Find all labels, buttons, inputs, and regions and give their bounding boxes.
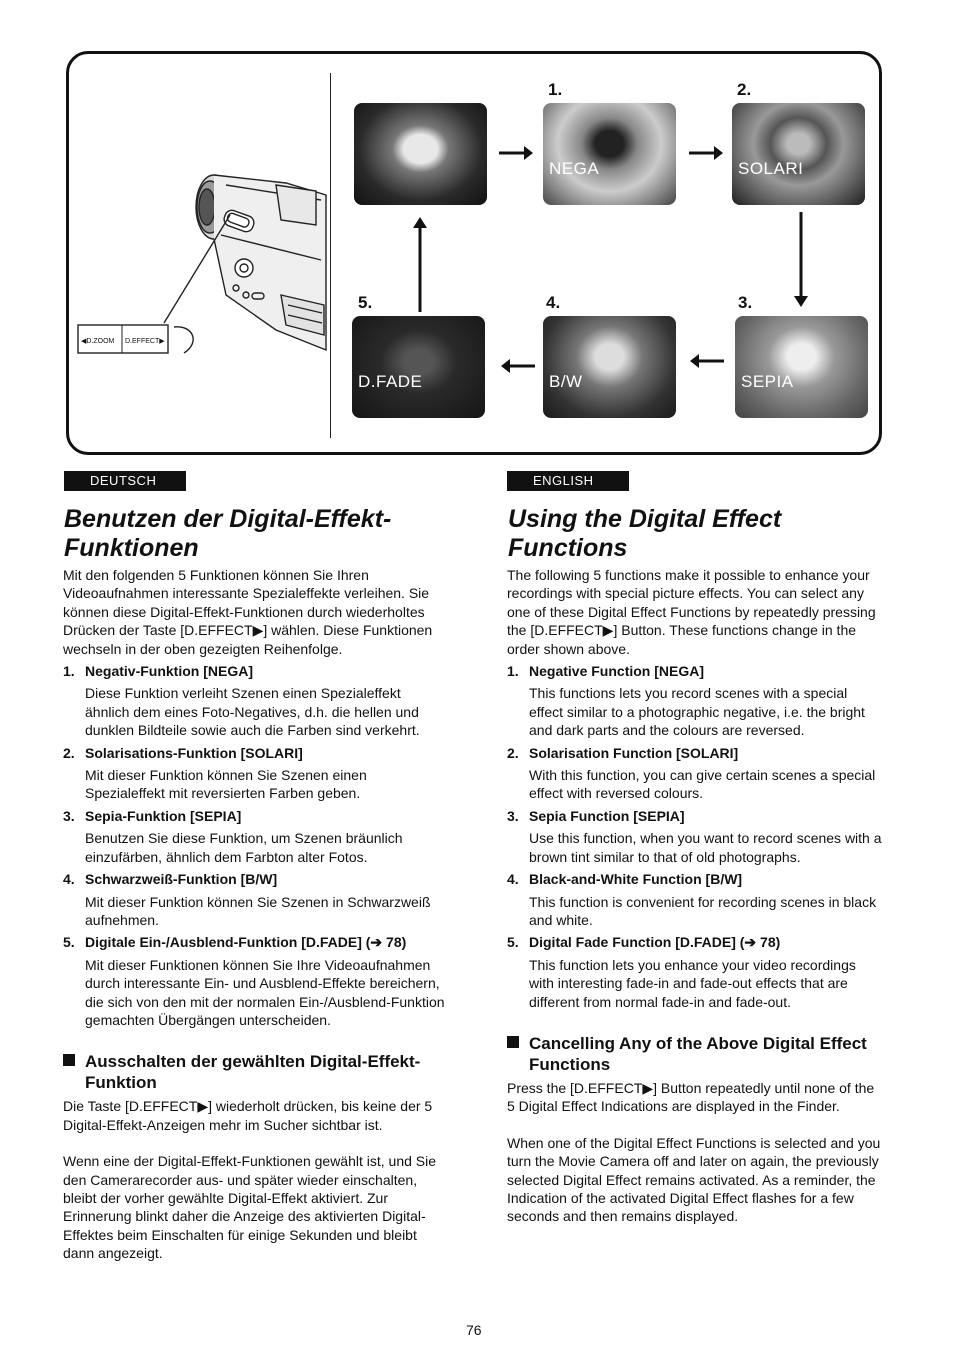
body-paragraph: Wenn eine der Digital-Effekt-Funktionen gewählt ist, und Sie den Camerarecorder aus- und später wieder einschalten, bleibt der vorher gewählte Digital-Effekt aktiviert. Zur Erinnerung blinkt daher die Anzeige des aktivierten Digital-Effektes beim Einschalten für einige Sekunden und bleibt dann angezeigt. (63, 1153, 437, 1262)
list-item-heading: 3. Sepia-Funktion [SEPIA] (63, 807, 242, 824)
title-line: Funktionen (64, 534, 199, 562)
arrow-right-icon (688, 142, 724, 164)
body-paragraph: When one of the Digital Effect Functions is selected and you turn the Movie Camera off and later on again, the previously selected Digital Effect remains activated. As a reminder, the Indication of the activated Digital Effect flashes for a few seconds and then remains displayed. (507, 1134, 881, 1225)
thumb-nega (543, 103, 676, 205)
page-title-english (508, 505, 908, 563)
list-item-heading: 5. Digitale Ein-/Ausblend-Funktion [D.FADE] (➔ 78) (63, 934, 407, 951)
list-item-heading: 2. Solarisations-Funktion [SOLARI] (63, 744, 303, 761)
page-number: 76 (466, 1322, 482, 1338)
list-item-heading: 2. Solarisation Function [SOLARI] (507, 744, 739, 761)
effect-button-label: D.EFFECT▶ (125, 338, 165, 345)
step-number-1: 1. (548, 80, 563, 99)
square-bullet-icon (63, 1054, 75, 1066)
thumb-solari (732, 103, 865, 205)
arrow-left-icon (689, 350, 725, 372)
title-line: Benutzen der Digital-Effekt- (64, 505, 392, 533)
section-heading: Ausschalten der gewählten Digital-Effekt-Funktion (63, 1051, 445, 1093)
step-number-4: 4. (546, 293, 561, 312)
list-item-body: This function lets you enhance your video recordings with interesting fade-in and fade-out effects that are different from normal fade-in and fade-out. (529, 956, 856, 1010)
step-number-3: 3. (738, 293, 753, 312)
effect-label-bw: B/W (549, 372, 583, 391)
title-line: Using the Digital Effect (508, 505, 782, 533)
list-item-heading: 1. Negativ-Funktion [NEGA] (63, 663, 253, 680)
effect-label-solari: SOLARI (738, 159, 804, 178)
list-item-body: This functions lets you record scenes with a special effect similar to a photographic negative, i.e. the bright and dark parts and the colours are reversed. (529, 685, 865, 739)
effect-label-dfade: D.FADE (358, 372, 423, 391)
language-label-deutsch: DEUTSCH (64, 471, 186, 491)
list-item-body: Benutzen Sie diese Funktion, um Szenen bräunlich einzufärben, ähnlich dem Farbton alter Fotos. (85, 830, 403, 865)
list-item-body: Diese Funktion verleiht Szenen einen Spezialeffekt ähnlich dem eines Foto-Negatives, d.h. die hellen und dunklen Bildteile sowie auch die Farben sind verkehrt. (85, 685, 420, 739)
list-item-heading: 4. Black-and-White Function [B/W] (507, 871, 743, 888)
list-item-body: Use this function, when you want to record scenes with a brown tint similar to that of old photographs. (529, 830, 882, 865)
thumb-normal (354, 103, 487, 205)
page-title-deutsch (64, 505, 464, 563)
title-line: Functions (508, 534, 628, 562)
arrow-left-icon (500, 355, 536, 377)
zoom-button-label: ◀D.ZOOM (81, 338, 115, 345)
intro-paragraph: Mit den folgenden 5 Funktionen können Sie Ihren Videoaufnahmen interessante Spezialeffekte verleihen. Sie können diese Digital-Effekt-Funktionen durch wiederholtes Drücken der Taste [D.EFFECT▶] wählen. Diese Funktionen wechseln in der oben gezeigten Reihenfolge. (63, 567, 433, 657)
thumb-dfade (352, 316, 485, 418)
arrow-down-icon (790, 212, 812, 308)
list-item-heading: 5. Digital Fade Function [D.FADE] (➔ 78) (507, 934, 781, 951)
list-item-body: Mit dieser Funktion können Sie Szenen in Schwarzweiß aufnehmen. (85, 893, 431, 928)
effect-label-nega: NEGA (549, 159, 600, 178)
section-heading: Cancelling Any of the Above Digital Effect Functions (507, 1033, 883, 1075)
thumb-bw (543, 316, 676, 418)
arrow-right-icon (498, 142, 534, 164)
list-item-heading: 1. Negative Function [NEGA] (507, 663, 705, 680)
column-english (507, 566, 883, 1226)
camcorder-illustration (76, 165, 330, 370)
step-number-2: 2. (737, 80, 752, 99)
intro-paragraph: The following 5 functions make it possible to enhance your recordings with special picture effects. You can select any one of these Digital Effect Functions by repeatedly pressing the [D.EFFECT▶] Button. These functions change in the order shown above. (507, 567, 876, 657)
list-item-body: This function is convenient for recording scenes in black and white. (529, 893, 877, 928)
thumb-sepia (735, 316, 868, 418)
square-bullet-icon (507, 1036, 519, 1048)
list-item-heading: 4. Schwarzweiß-Funktion [B/W] (63, 871, 278, 888)
list-item-body: Mit dieser Funktion können Sie Szenen einen Spezialeffekt mit reversierten Farben geben. (85, 767, 367, 802)
list-item-heading: 3. Sepia Function [SEPIA] (507, 807, 685, 824)
effect-label-sepia: SEPIA (741, 372, 794, 391)
language-label-english: ENGLISH (507, 471, 629, 491)
column-deutsch (63, 566, 445, 1263)
step-number-5: 5. (358, 293, 373, 312)
body-paragraph: Press the [D.EFFECT▶] Button repeatedly until none of the 5 Digital Effect Indications are displayed in the Finder. (507, 1079, 875, 1115)
list-item-body: With this function, you can give certain scenes a special effect with reversed colours. (529, 767, 876, 802)
body-paragraph: Die Taste [D.EFFECT▶] wiederholt drücken, bis keine der 5 Digital-Effekt-Anzeigen mehr im Sucher sichtbar ist. (63, 1098, 433, 1133)
arrow-up-icon (409, 216, 431, 312)
figure-divider (330, 73, 331, 438)
list-item-body: Mit dieser Funktionen können Sie Ihre Videoaufnahmen durch interessante Ein- und Ausblend-Effekte bereichern, die sich von den mit der normalen Ein-/Ausblend-Funktion gemachten Übergängen unterscheiden. (85, 956, 445, 1028)
